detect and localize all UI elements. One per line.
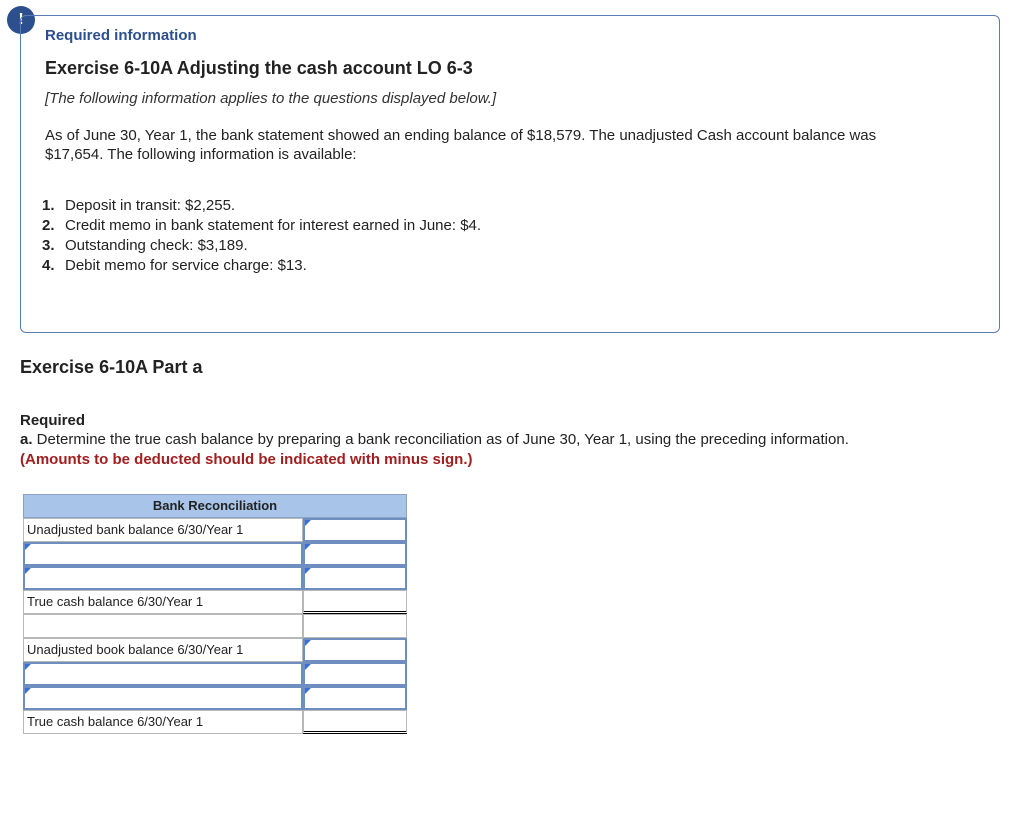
amount-input-book-adjustment-2[interactable] <box>303 686 407 710</box>
alert-icon: ! <box>7 6 35 34</box>
label-true-cash-balance-book: True cash balance 6/30/Year 1 <box>23 710 303 734</box>
required-info-label: Required information <box>45 27 197 44</box>
applies-note: [The following information applies to the questions displayed below.] <box>45 90 497 107</box>
dropdown-marker-icon <box>25 688 31 694</box>
amount-true-cash-balance-bank <box>303 590 407 614</box>
required-label: Required <box>20 412 86 429</box>
spacer-row-amount <box>303 614 407 638</box>
label-true-cash-balance-bank: True cash balance 6/30/Year 1 <box>23 590 303 614</box>
amount-input-unadjusted-book[interactable] <box>303 638 407 662</box>
list-item: 1. Deposit in transit: $2,255. <box>42 197 236 214</box>
label-unadjusted-book-balance: Unadjusted book balance 6/30/Year 1 <box>23 638 303 662</box>
info-list <box>42 196 481 276</box>
list-item: 2. Credit memo in bank statement for interest earned in June: $4. <box>42 217 482 234</box>
label-select-book-adjustment-1[interactable] <box>23 662 303 686</box>
instruction-text: a. Determine the true cash balance by preparing a bank reconciliation as of June 30, Year 1, using the preceding information. <box>20 431 849 448</box>
label-select-book-adjustment-2[interactable] <box>23 686 303 710</box>
amount-input-book-adjustment-1[interactable] <box>303 662 407 686</box>
amount-input-bank-adjustment-1[interactable] <box>303 542 407 566</box>
label-select-bank-adjustment-2[interactable] <box>23 566 303 590</box>
table-header: Bank Reconciliation <box>23 494 407 518</box>
label-select-bank-adjustment-1[interactable] <box>23 542 303 566</box>
part-title: Exercise 6-10A Part a <box>20 357 203 377</box>
dropdown-marker-icon <box>305 640 311 646</box>
dropdown-marker-icon <box>305 664 311 670</box>
dropdown-marker-icon <box>25 568 31 574</box>
dropdown-marker-icon <box>305 688 311 694</box>
dropdown-marker-icon <box>305 520 311 526</box>
intro-text: As of June 30, Year 1, the bank statement showed an ending balance of $18,579. The unadjusted Cash account balance was $17,654. The following information is available: <box>45 127 877 163</box>
label-unadjusted-bank-balance: Unadjusted bank balance 6/30/Year 1 <box>23 518 303 542</box>
spacer-row-label <box>23 614 303 638</box>
exercise-title: Exercise 6-10A Adjusting the cash account LO 6-3 <box>45 58 473 78</box>
amount-input-bank-adjustment-2[interactable] <box>303 566 407 590</box>
minus-sign-note: (Amounts to be deducted should be indicated with minus sign.) <box>20 451 473 468</box>
amount-true-cash-balance-book <box>303 710 407 734</box>
dropdown-marker-icon <box>305 568 311 574</box>
list-item: 4. Debit memo for service charge: $13. <box>42 257 307 274</box>
bank-reconciliation-table <box>23 494 407 737</box>
list-item: 3. Outstanding check: $3,189. <box>42 237 248 254</box>
dropdown-marker-icon <box>305 544 311 550</box>
dropdown-marker-icon <box>25 544 31 550</box>
amount-input-unadjusted-bank[interactable] <box>303 518 407 542</box>
dropdown-marker-icon <box>25 664 31 670</box>
